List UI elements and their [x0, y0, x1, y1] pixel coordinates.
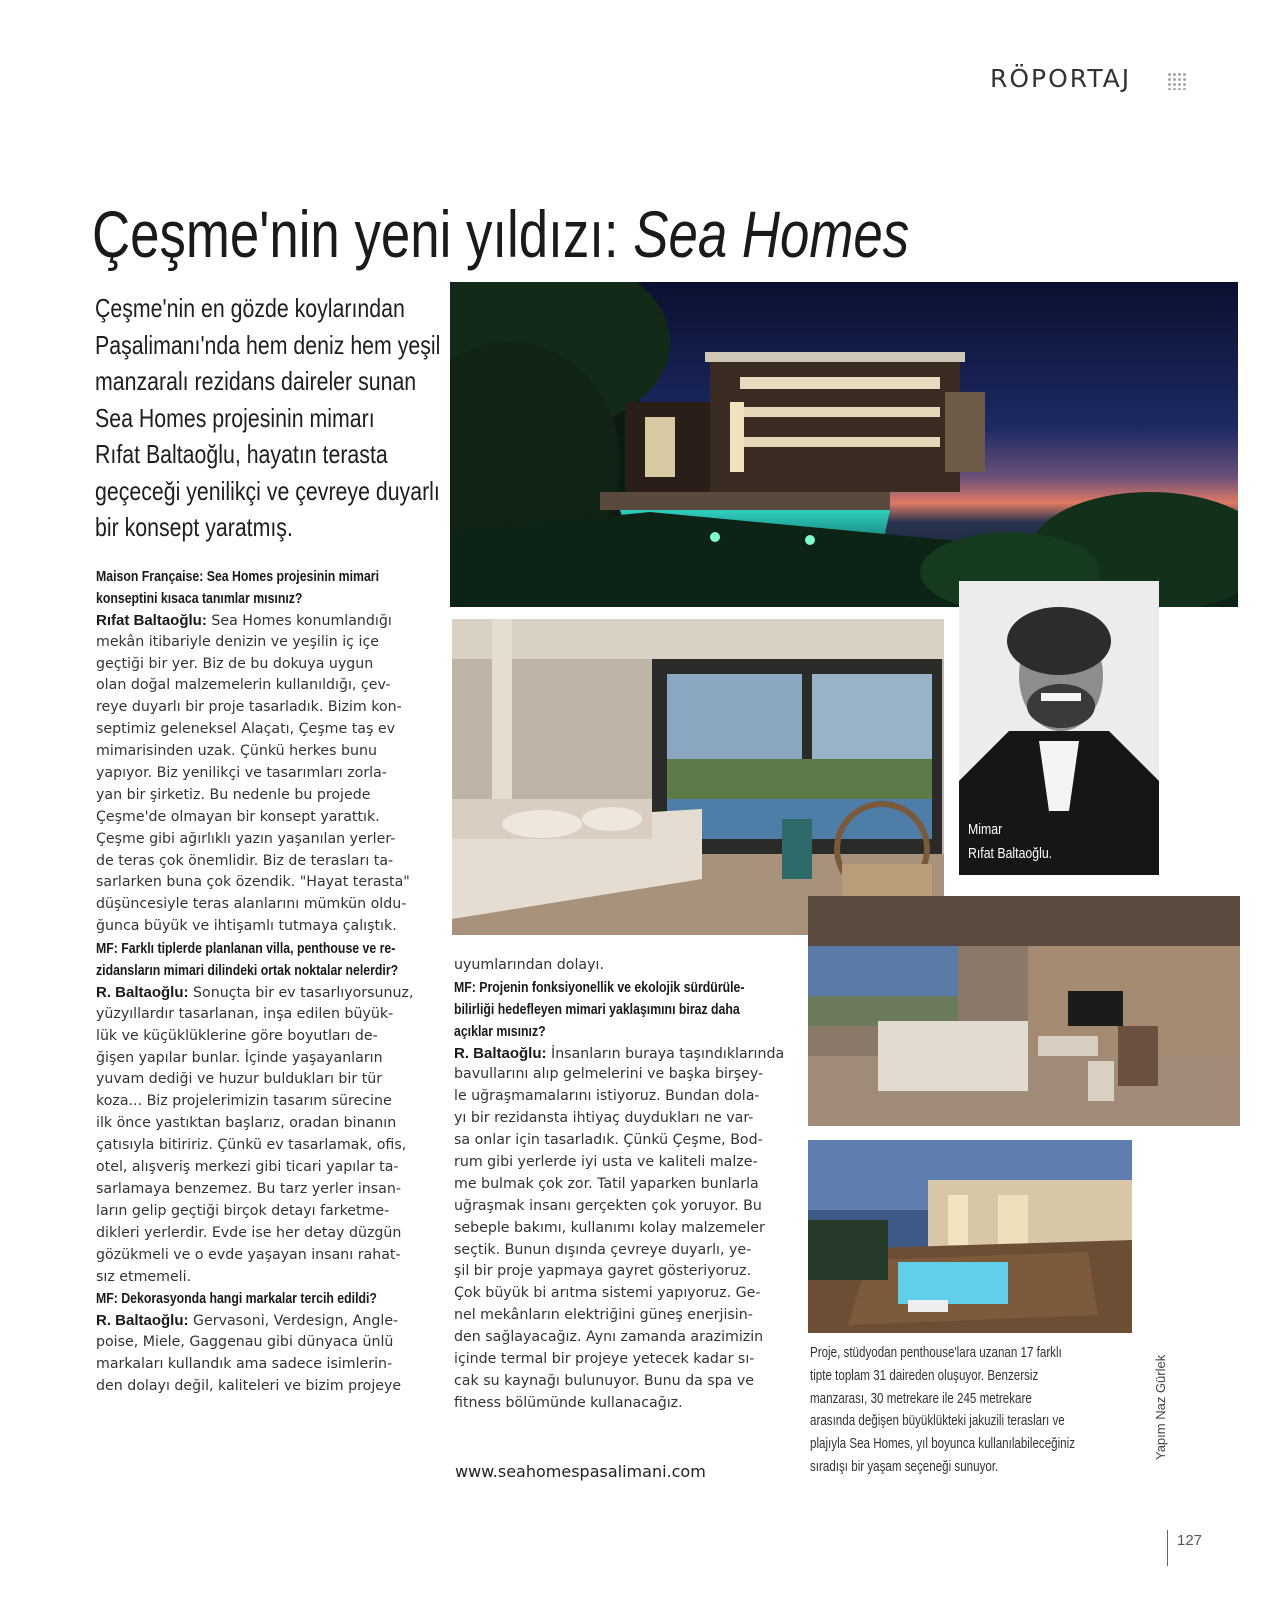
- speaker-label: R. Baltaoğlu:: [454, 1044, 547, 1062]
- speaker-label: Rıfat Baltaoğlu:: [96, 611, 207, 629]
- body-line: den sağlayacağız. Aynı zamanda arazimizin: [454, 1329, 764, 1346]
- body-line: sız etmemeli.: [96, 1268, 192, 1285]
- intro-paragraph: [95, 290, 441, 546]
- body-line: yuvam dediği ve huzur buldukları bir tür: [96, 1071, 383, 1088]
- section-dots-ornament: [1167, 72, 1187, 90]
- body-line: yı bir rezidansta ihtiyaç duydukları ne var-: [454, 1110, 754, 1127]
- living-room-photo: [808, 896, 1240, 1126]
- body-line: sarlarken buna çok özendik. "Hayat terasta": [96, 874, 410, 891]
- production-credit: Yapım Naz Gürlek: [1153, 1354, 1168, 1460]
- intro-line: Rıfat Baltaoğlu, hayatın terasta: [95, 439, 388, 469]
- headline-italic: Sea Homes: [633, 197, 910, 271]
- body-line: seçtik. Bunun dışında çevreye duyarlı, ye-: [454, 1241, 752, 1258]
- question-line: Maison Française: Sea Homes projesinin mimari: [96, 568, 380, 585]
- intro-line: Paşalimanı'nda hem deniz hem yeşil: [95, 329, 441, 360]
- question-line: bilirliği hedefleyen mimari yaklaşımını biraz daha: [454, 1000, 740, 1018]
- body-line: yapıyor. Biz yenilikçi ve tasarımları zorla-: [96, 765, 387, 782]
- body-line: olan doğal malzemelerin kullanıldığı, çev-: [96, 677, 391, 694]
- answer-text: Sonuçta bir ev tasarlıyorsunuz,: [188, 984, 414, 1001]
- caption-line: Proje, stüdyodan penthouse'lara uzanan 17 farklı: [810, 1345, 1062, 1361]
- intro-line: geçeceği yenilikçi ve çevreye duyarlı: [95, 475, 440, 506]
- body-line: poise, Miele, Gaggenau gibi dünyaca ünlü: [96, 1334, 394, 1351]
- body-line: şil bir proje yapmaya gayret gösteriyoruz.: [454, 1263, 752, 1280]
- speaker-label: R. Baltaoğlu:: [96, 983, 189, 1001]
- body-line: koza... Biz projelerimizin tasarım sürecine: [96, 1093, 392, 1110]
- body-line: yüzyıllardır tasarlanan, inşa edilen büyük-: [96, 1005, 394, 1022]
- headline: [92, 198, 909, 270]
- caption-line: arasında değişen büyüklükteki jakuzili terasları ve: [810, 1413, 1065, 1430]
- body-line: ilk önce yastıktan başlarız, oradan binanın: [96, 1115, 397, 1132]
- body-line: Çeşme gibi ağırlıklı yazın yaşanılan yerler-: [96, 830, 396, 847]
- headline-main: Çeşme'nin yeni yıldızı:: [92, 197, 634, 271]
- caption-line: plajıyla Sea Homes, yıl boyunca kullanılabileceğiniz: [810, 1436, 1076, 1453]
- body-line: uyumlarından dolayı.: [454, 957, 604, 973]
- speaker-label: R. Baltaoğlu:: [96, 1312, 189, 1330]
- answer-line: [96, 982, 426, 1004]
- body-line: me bulmak çok zor. Tatil yaparken bunlarla: [454, 1175, 759, 1192]
- bedroom-photo: [452, 619, 944, 935]
- photo-caption: [810, 1342, 1076, 1479]
- article-column-1: [96, 566, 426, 1398]
- body-line: cak su kaynağı bulunuyor. Bunu da spa ve: [454, 1372, 755, 1389]
- body-line: lük ve küçüklüklerine göre boyutları de-: [96, 1027, 378, 1044]
- body-line: uğraşmak insanı gerçekten çok yoruyor. Bu: [454, 1197, 762, 1214]
- body-line: de teras çok önemlidir. Biz de terasları ta-: [96, 852, 394, 869]
- body-line: gözükmeli ve o evde yaşayan insanı rahat-: [96, 1246, 401, 1263]
- portrait-caption-line: Mimar: [968, 821, 1003, 838]
- body-line: le uğraşmamalarını istiyoruz. Bundan dola-: [454, 1088, 760, 1105]
- body-line: geçtiği bir yer. Biz de bu dokuya uygun: [96, 655, 374, 672]
- body-line: septimiz geleneksel Alaçatı, Çeşme taş ev: [96, 721, 395, 738]
- question-line: açıklar mısınız?: [454, 1022, 546, 1040]
- body-line: reye duyarlı bir proje tasarladık. Bizim kon-: [96, 699, 402, 716]
- body-line: nel mekânların elektriğini güneş enerjisin-: [454, 1307, 753, 1324]
- body-line: sa onlar için tasarladık. Çünkü Çeşme, Bod-: [454, 1132, 763, 1149]
- intro-line: Çeşme'nin en gözde koylarından: [95, 293, 405, 323]
- body-line: ğunca büyük ve ihtişamlı tutmaya çalıştık.: [96, 918, 397, 935]
- body-line: markaları kullandık ama sadece isimlerin-: [96, 1356, 393, 1373]
- answer-line: [96, 610, 426, 632]
- answer-text: Sea Homes konumlandığı: [206, 612, 392, 629]
- intro-line: bir konsept yaratmış.: [95, 512, 293, 542]
- body-line: bavullarını alıp gelmelerini ve başka birşey-: [454, 1066, 764, 1083]
- section-label: RÖPORTAJ: [990, 64, 1132, 93]
- article-column-2: [454, 955, 794, 1415]
- body-line: çatısıyla bitiririz. Çünkü ev tasarlamak, ofis,: [96, 1137, 407, 1154]
- body-line: fitness bölümünde kullanacağız.: [454, 1394, 683, 1411]
- body-line: Çeşme'de olmayan bir konsept yarattık.: [96, 808, 380, 825]
- answer-line: [454, 1043, 794, 1065]
- body-line: sebeple bakımı, kullanımı kolay malzemeler: [454, 1219, 765, 1236]
- body-line: mimarisinden uzak. Çünkü herkes bunu: [96, 743, 378, 760]
- caption-line: tipte toplam 31 daireden oluşuyor. Benzersiz: [810, 1367, 1039, 1384]
- page-number-rule: [1167, 1530, 1168, 1566]
- intro-line: manzaralı rezidans daireler sunan: [95, 366, 417, 396]
- body-line: ğişen yapılar bunlar. İçinde yaşayanların: [96, 1049, 383, 1066]
- question-line: MF: Dekorasyonda hangi markalar tercih edildi?: [96, 1290, 377, 1308]
- body-line: içinde termal bir projeye yetecek kadar sı-: [454, 1351, 755, 1368]
- body-line: Çok büyük bi arıtma sistemi yapıyoruz. Ge-: [454, 1285, 761, 1302]
- body-line: sarlamaya benzemez. Bu tarz yerler insan-: [96, 1180, 401, 1197]
- answer-text: İnsanların buraya taşındıklarında: [546, 1045, 785, 1062]
- body-line: ların gelip geçtiği birçok detayı farketme-: [96, 1202, 390, 1219]
- caption-line: manzarası, 30 metrekare ile 245 metrekare: [810, 1390, 1032, 1407]
- website-url: www.seahomespasalimani.com: [455, 1462, 706, 1481]
- body-line: rum gibi yerlerde iyi usta ve kaliteli malze-: [454, 1154, 758, 1171]
- body-line: yan bir şirketiz. Bu nedenle bu projede: [96, 786, 371, 803]
- body-line: düşüncesiyle teras alanlarını mümkün oldu-: [96, 896, 407, 913]
- page-number: 127: [1177, 1532, 1203, 1549]
- body-line: den dolayı değil, kaliteleri ve bizim projeye: [96, 1377, 402, 1394]
- answer-line: [96, 1310, 426, 1332]
- question-line: MF: Projenin fonksiyonellik ve ekolojik sürdürüle-: [454, 978, 745, 996]
- portrait-caption: [968, 818, 1052, 866]
- question-line: konseptini kısaca tanımlar mısınız?: [96, 589, 303, 607]
- question-line: MF: Farklı tiplerde planlanan villa, penthouse ve re-: [96, 940, 396, 958]
- portrait-caption-line: Rıfat Baltaoğlu.: [968, 845, 1053, 862]
- exterior-night-photo: [450, 282, 1238, 607]
- answer-text: Gervasoni, Verdesign, Angle-: [188, 1313, 399, 1330]
- caption-line: sıradışı bir yaşam seçeneği sunuyor.: [810, 1458, 999, 1475]
- terrace-jacuzzi-photo: [808, 1140, 1132, 1333]
- question-line: zidansların mimari dilindeki ortak noktalar nelerdir?: [96, 962, 399, 980]
- intro-line: Sea Homes projesinin mimarı: [95, 402, 375, 433]
- body-line: mekân itibariyle denizin ve yeşilin iç içe: [96, 633, 379, 650]
- body-line: otel, alışveriş merkezi gibi ticari yapılar ta-: [96, 1159, 399, 1176]
- body-line: dikleri yerlerdir. Evde ise her detay düzgün: [96, 1224, 402, 1241]
